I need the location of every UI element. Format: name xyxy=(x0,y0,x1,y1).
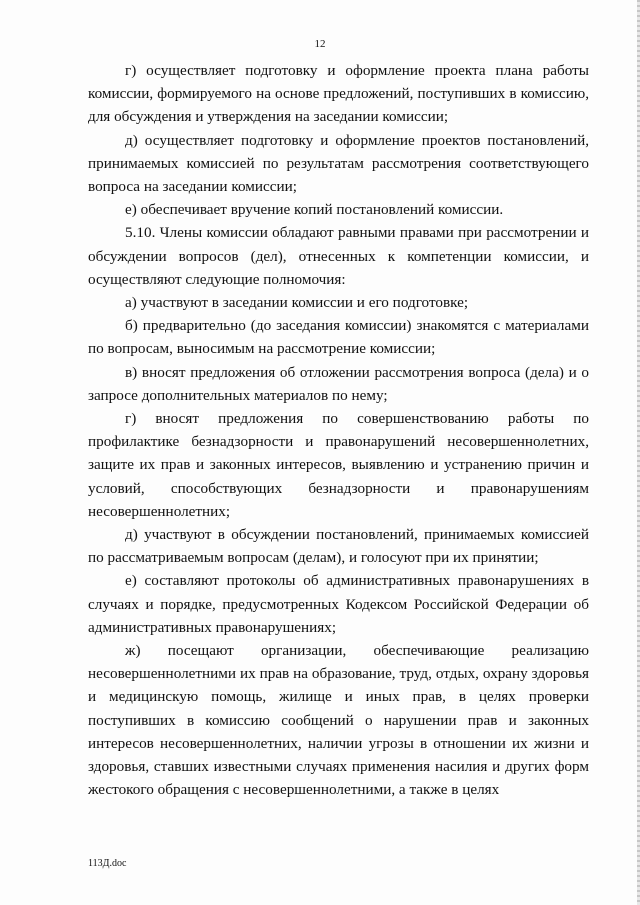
page-number: 12 xyxy=(314,38,326,50)
paragraph-item-v-postpone: в) вносят предложения об отложении рассмотрения вопроса (дела) и о запросе дополнительных материалов по нему; xyxy=(88,363,589,404)
paragraph-item-zh-visits: ж) посещают организации, обеспечивающие реализацию несовершеннолетними их прав на образование, труд, отдых, охрану здоровья и медицинскую помощь, жилище и иных прав, в целях проверки поступивших в комиссию сообщений о нарушении прав и законных интересов несовершеннолетних, наличии угрозы в отношении их жизни и здоровья, ставших известными случаях применения насилия и других форм жестокого обращения с несовершеннолетними, а также в целях xyxy=(88,642,589,799)
paragraph-item-e-copies: е) обеспечивает вручение копий постановлений комиссии. xyxy=(125,201,504,219)
paragraph-item-e-protocols: е) составляют протоколы об административных правонарушениях в случаях и порядке, предусмотренных Кодексом Российской Федерации об административных правонарушениях; xyxy=(88,572,589,636)
paragraph-item-a-participate: а) участвуют в заседании комиссии и его подготовке; xyxy=(125,294,469,312)
file-name-footer: 113Д.doc xyxy=(88,858,127,869)
paragraph-item-d-voting: д) участвуют в обсуждении постановлений, принимаемых комиссией по рассматриваемым вопросам (делам), и голосуют при их принятии; xyxy=(88,526,589,567)
paragraph-item-g-plan: г) осуществляет подготовку и оформление проекта плана работы комиссии, формируемого на основе предложений, поступивших в комиссию, для обсуждения и утверждения на заседании комиссии; xyxy=(88,62,589,126)
paragraph-item-g-proposals: г) вносят предложения по совершенствованию работы по профилактике безнадзорности и правонарушений несовершеннолетних, защите их прав и законных интересов, выявлению и устранению причин и условий, способствующих безнадзорности и правонарушениям несовершеннолетних; xyxy=(88,410,589,520)
document-body xyxy=(88,59,589,802)
paragraph-item-b-review: б) предварительно (до заседания комиссии) знакомятся с материалами по вопросам, выносимым на рассмотрение комиссии; xyxy=(88,317,589,358)
paragraph-item-d-resolutions: д) осуществляет подготовку и оформление проектов постановлений, принимаемых комиссией по результатам рассмотрения соответствующего вопроса на заседании комиссии; xyxy=(88,131,589,196)
paragraph-section-5-10: 5.10. Члены комиссии обладают равными правами при рассмотрении и обсуждении вопросов (дел), отнесенных к компетенции комиссии, и осуществляют следующие полномочия: xyxy=(88,224,589,288)
